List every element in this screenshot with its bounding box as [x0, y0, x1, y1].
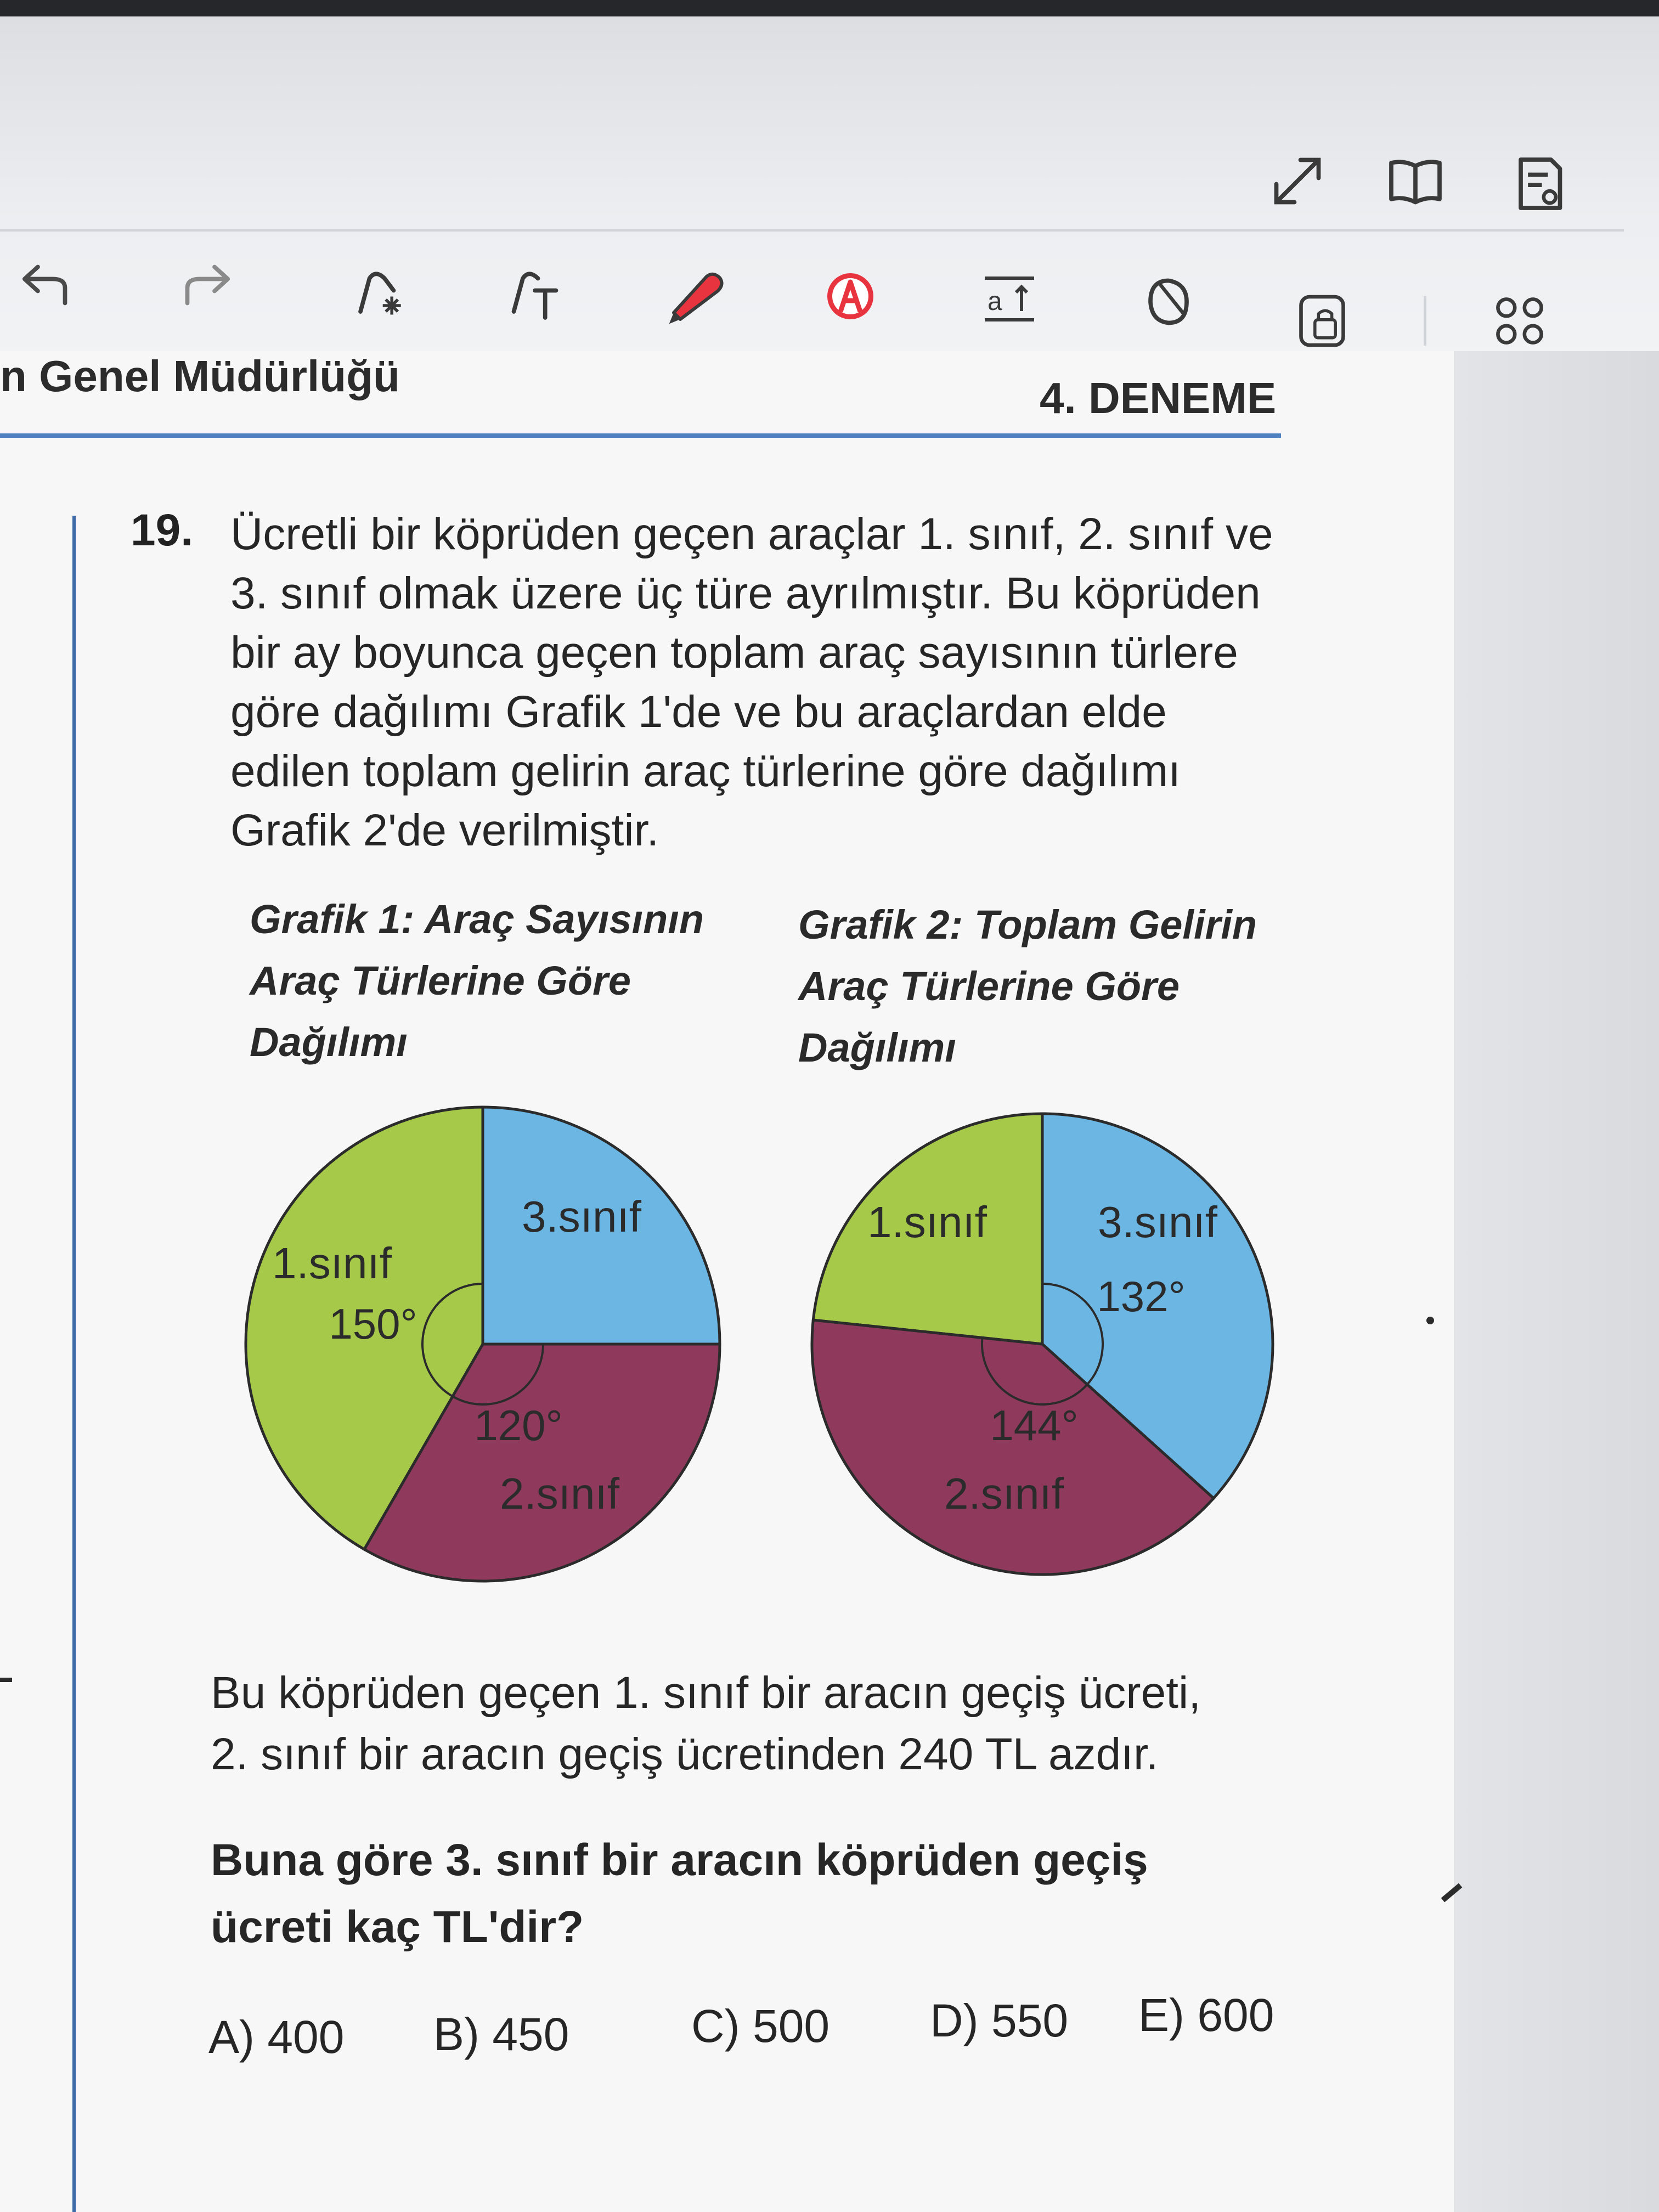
shapes-icon: [1138, 272, 1199, 332]
svg-text:a: a: [988, 287, 1002, 316]
angle-label: 120°: [474, 1401, 563, 1449]
book-icon: [1385, 151, 1446, 211]
toolbar-separator: [1424, 296, 1426, 346]
text-format-button[interactable]: [979, 272, 1040, 326]
page-gutter: [1454, 351, 1659, 2212]
highlighter-icon: [661, 263, 732, 329]
question-line: 3. sınıf olmak üzere üç türe ayrılmıştır. Bu köprüden: [230, 568, 1261, 618]
slice-label: 3.sınıf: [522, 1192, 641, 1241]
redo-button[interactable]: [178, 258, 239, 318]
header-left: [0, 351, 400, 402]
chart-2-title-line: Araç Türlerine Göre: [798, 963, 1180, 1009]
chart-1-pie: [236, 1097, 730, 1591]
angle-label: 132°: [1097, 1272, 1186, 1321]
device-top-edge: [0, 0, 1659, 16]
question-ask: [211, 1827, 1148, 1961]
angle-label: 150°: [329, 1300, 417, 1348]
undo-button[interactable]: [14, 258, 74, 318]
question-text: [230, 505, 1306, 860]
question-line: Ücretli bir köprüden geçen araçlar 1. sınıf, 2. sınıf ve: [230, 509, 1273, 559]
question-line: edilen toplam gelirin araç türlerine göre dağılımı: [230, 746, 1181, 796]
chart-1-title-line: Dağılımı: [250, 1019, 408, 1065]
page-settings-icon: [1509, 154, 1569, 214]
slice-label: 2.sınıf: [944, 1469, 1064, 1518]
margin-line: [72, 516, 76, 2212]
text-tool-icon: [502, 263, 568, 324]
choice-e[interactable]: E) 600: [1138, 1989, 1274, 2041]
slice-label: 3.sınıf: [1098, 1198, 1217, 1246]
toolbar-divider: [0, 229, 1624, 232]
statement-line: 2. sınıf bir aracın geçiş ücretinden 240 TL azdır.: [211, 1729, 1159, 1779]
slice-label: 2.sınıf: [500, 1469, 619, 1518]
chart-2-title: [798, 894, 1257, 1079]
lasso-icon: [343, 263, 414, 324]
angle-label: 144°: [990, 1401, 1079, 1449]
text-format-icon: [979, 272, 1040, 326]
exam-title: 4. DENEME: [1040, 374, 1277, 422]
chart-2-pie: [801, 1103, 1284, 1585]
ask-line: Buna göre 3. sınıf bir aracın köprüden geçiş: [211, 1835, 1148, 1885]
question-line: bir ay boyunca geçen toplam araç sayısının türlere: [230, 628, 1238, 678]
question-line: Grafik 2'de verilmiştir.: [230, 805, 659, 855]
slice-label: 1.sınıf: [272, 1239, 392, 1288]
lock-icon: [1292, 291, 1352, 351]
header-left-prefix: n: [0, 352, 27, 400]
chart-1-title-line: Grafik 1: Araç Sayısının: [250, 896, 704, 942]
pen-dot: [1426, 1317, 1434, 1324]
stamp-button[interactable]: [823, 269, 878, 324]
choice-b[interactable]: B) 450: [433, 2008, 569, 2060]
chart-2-title-line: Grafik 2: Toplam Gelirin: [798, 902, 1257, 947]
undo-arrow-icon: [14, 258, 74, 318]
ask-line: ücreti kaç TL'dir?: [211, 1902, 584, 1952]
question-number: 19.: [131, 505, 193, 555]
header-left-title: Genel Müdürlüğü: [39, 352, 400, 400]
choice-d[interactable]: D) 550: [930, 1995, 1069, 2046]
choice-c[interactable]: C) 500: [691, 2000, 830, 2052]
lock-button[interactable]: [1292, 291, 1352, 351]
shapes-button[interactable]: [1138, 272, 1199, 332]
left-edge-mark: [0, 1678, 12, 1682]
chart-1-title: [250, 889, 704, 1073]
question-line: göre dağılımı Grafik 1'de ve bu araçlardan elde: [230, 687, 1167, 737]
apps-button[interactable]: [1489, 291, 1550, 351]
choice-a[interactable]: A) 400: [208, 2011, 345, 2063]
chart-1-title-line: Araç Türlerine Göre: [250, 958, 631, 1003]
lasso-select-button[interactable]: [343, 263, 414, 324]
book-view-button[interactable]: [1385, 151, 1446, 211]
highlighter-button[interactable]: [661, 263, 732, 329]
stamp-icon: [823, 269, 878, 324]
statement-line: Bu köprüden geçen 1. sınıf bir aracın geçiş ücreti,: [211, 1668, 1201, 1718]
redo-arrow-icon: [178, 258, 239, 318]
expand-button[interactable]: [1267, 151, 1328, 211]
slice-label: 1.sınıf: [867, 1198, 987, 1246]
chart-2-title-line: Dağılımı: [798, 1025, 956, 1070]
text-tool-button[interactable]: [502, 263, 568, 324]
question-statement: [211, 1662, 1201, 1785]
page-settings-button[interactable]: [1509, 154, 1569, 214]
header-rule: [0, 433, 1281, 438]
expand-diagonal-icon: [1267, 151, 1328, 211]
apps-grid-icon: [1489, 291, 1550, 351]
